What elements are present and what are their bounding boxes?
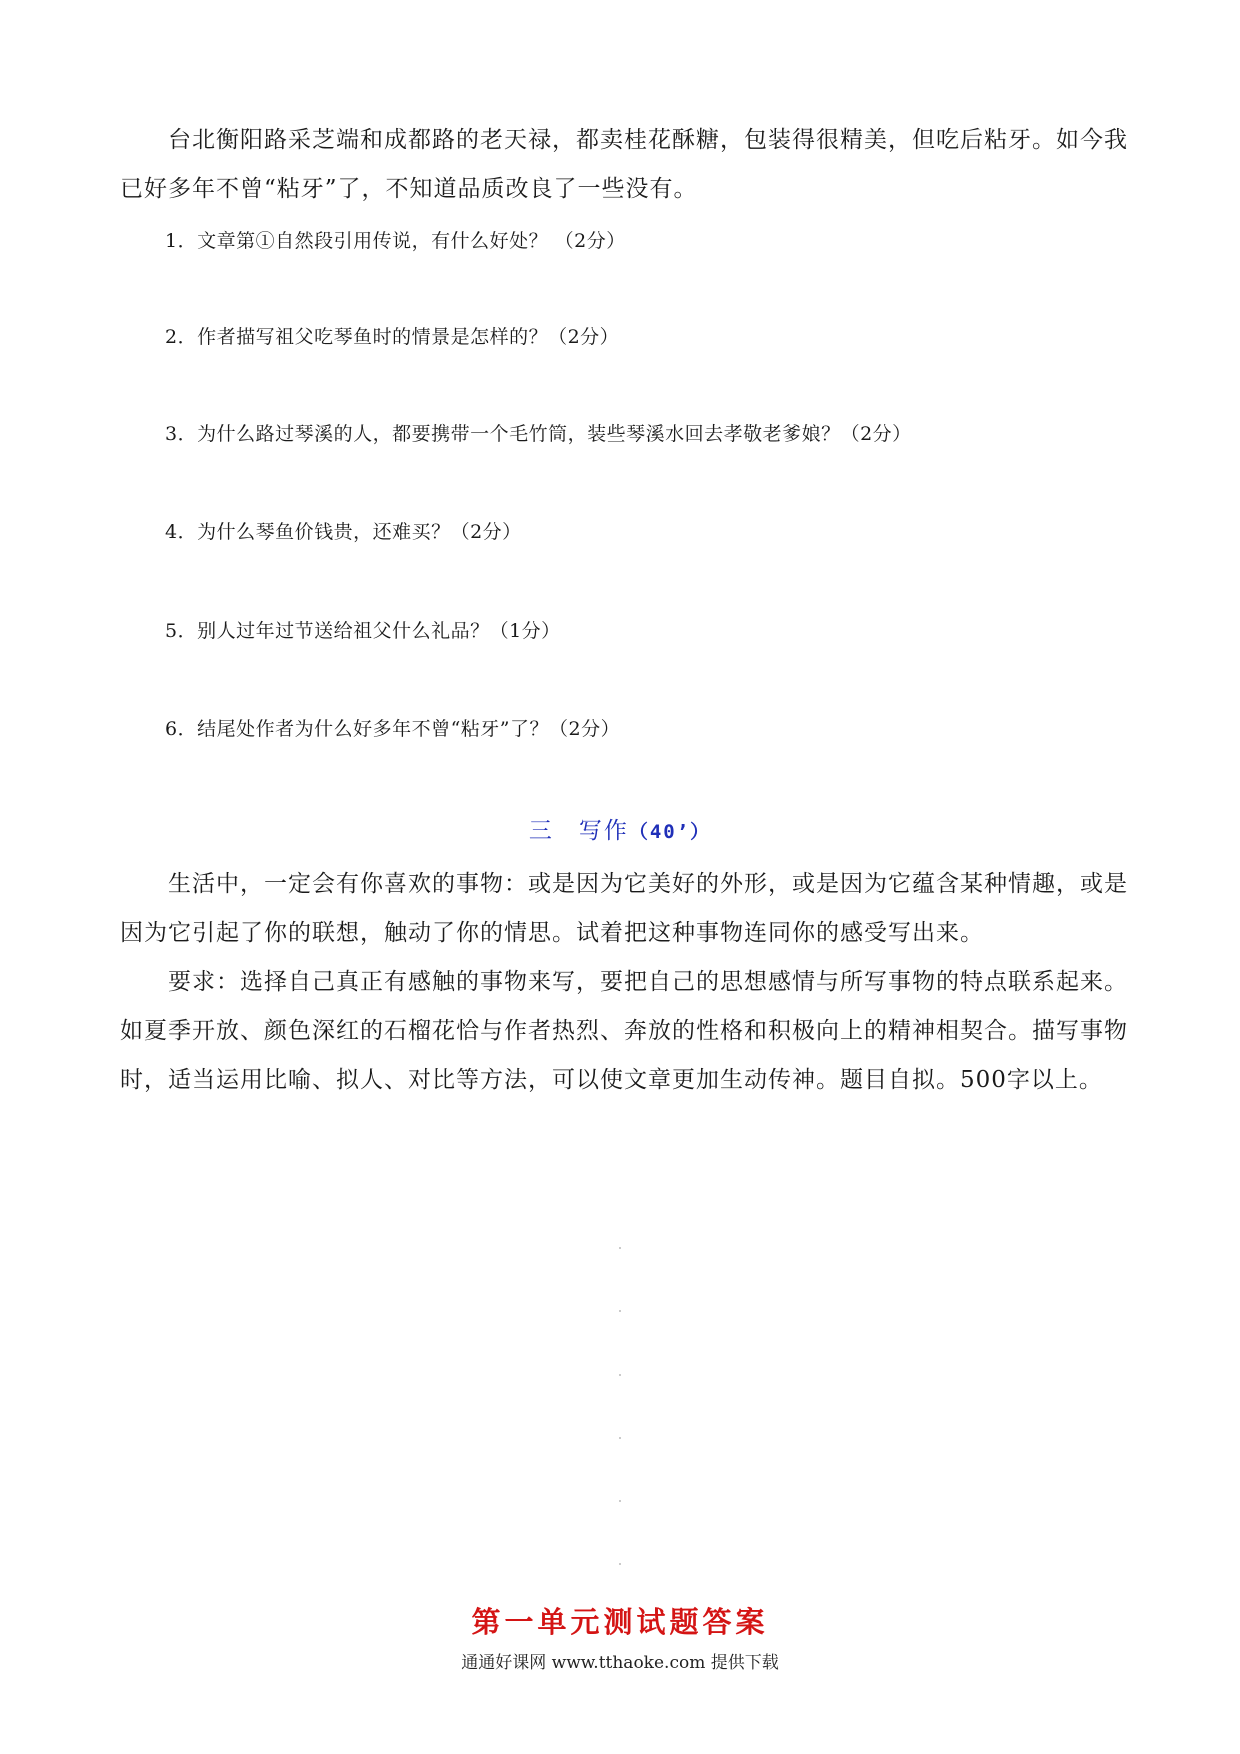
- writing-prompt: 生活中，一定会有你喜欢的事物：或是因为它美好的外形，或是因为它蕴含某种情趣，或是因为它引起了你的联想，触动了你的情思。试着把这种事物连同你的感受写出来。: [120, 871, 1128, 946]
- writing-section-points: （40’）: [628, 821, 712, 843]
- question-1: 1．文章第①自然段引用传说，有什么好处？ （2分）: [165, 230, 626, 252]
- faint-dot: [619, 1437, 621, 1439]
- question-3: 3．为什么路过琴溪的人，都要携带一个毛竹筒，装些琴溪水回去孝敬老爹娘？（2分）: [165, 423, 912, 445]
- answers-heading: 第一单元测试题答案: [471, 1605, 769, 1639]
- writing-section-label: 三 写作: [528, 818, 629, 844]
- faint-dot: [619, 1310, 621, 1312]
- question-6: 6．结尾处作者为什么好多年不曾“粘牙”了？（2分）: [165, 718, 621, 740]
- question-5: 5．别人过年过节送给祖父什么礼品？（1分）: [165, 620, 561, 642]
- faint-dot: [619, 1500, 621, 1502]
- faint-dot: [619, 1247, 621, 1249]
- question-4: 4．为什么琴鱼价钱贵，还难买？（2分）: [165, 521, 522, 543]
- faint-dot: [619, 1563, 621, 1565]
- question-2: 2．作者描写祖父吃琴鱼时的情景是怎样的？（2分）: [165, 326, 620, 348]
- faint-dot: [619, 1374, 621, 1376]
- footer-source: 通通好课网 www.tthaoke.com 提供下载: [461, 1653, 779, 1673]
- writing-section-title: [0, 812, 1240, 845]
- writing-requirements: 要求：选择自己真正有感触的事物来写，要把自己的思想感情与所写事物的特点联系起来。如夏季开放、颜色深红的石榴花恰与作者热烈、奔放的性格和积极向上的精神相契合。描写事物时，适当运用比喻、拟人、对比等方法，可以使文章更加生动传神。题目自拟。500字以上。: [120, 969, 1128, 1093]
- passage-closing-paragraph: 台北衡阳路采芝端和成都路的老天禄，都卖桂花酥糖，包装得很精美，但吃后粘牙。如今我已好多年不曾“粘牙”了，不知道品质改良了一些没有。: [120, 127, 1128, 202]
